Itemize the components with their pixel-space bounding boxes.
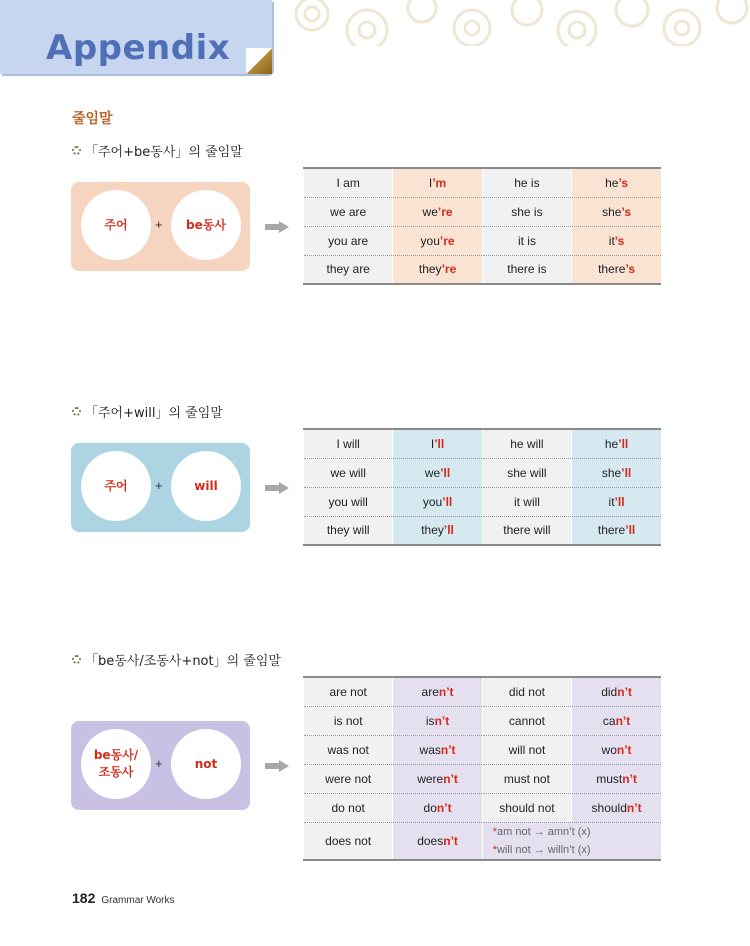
- formula-right-circle: not: [171, 729, 241, 799]
- contraction-base: did: [601, 684, 618, 699]
- subsection-heading-not: [72, 650, 281, 669]
- table-row: [304, 458, 662, 487]
- table-row: [304, 168, 662, 197]
- formula-left-circle: [81, 729, 151, 799]
- contraction-suffix: ’ll: [621, 465, 632, 480]
- subsection-heading-will: [72, 402, 223, 421]
- contraction-base: she: [602, 204, 622, 219]
- contraction-table-will: [303, 428, 661, 546]
- table-row: [304, 487, 662, 516]
- subsection-heading-text: 「주어+be동사」의 줄임말: [85, 145, 243, 160]
- gear-pattern-decoration: [272, 0, 750, 46]
- gear-bullet-icon: [72, 407, 81, 416]
- contraction-cell: [393, 255, 482, 284]
- contraction-base: you: [420, 233, 440, 248]
- subsection-heading-text: 「be동사/조동사+not」의 줄임말: [85, 654, 281, 669]
- full-form-cell: should not: [482, 793, 571, 822]
- full-form-cell: we are: [304, 197, 393, 226]
- formula-box-be: [71, 182, 250, 271]
- contraction-cell: [393, 822, 482, 860]
- formula-left-line1: be동사/: [93, 748, 139, 762]
- contraction-base: I: [430, 436, 435, 451]
- contraction-suffix: n’t: [622, 771, 637, 786]
- full-form-cell: I will: [304, 429, 393, 458]
- contraction-cell: [572, 255, 661, 284]
- contraction-suffix: n’t: [617, 684, 632, 699]
- formula-right-circle: be동사: [171, 190, 241, 260]
- table-row: [304, 822, 662, 860]
- contraction-cell: [572, 226, 661, 255]
- contraction-base: we: [422, 204, 438, 219]
- contraction-suffix: ’ll: [618, 436, 629, 451]
- contraction-cell: [572, 735, 661, 764]
- book-title: Grammar Works: [101, 895, 175, 906]
- contraction-suffix: ’s: [614, 233, 625, 248]
- contraction-suffix: ’ll: [442, 494, 453, 509]
- full-form-cell: cannot: [482, 706, 571, 735]
- arrow-right-icon: [265, 221, 289, 233]
- full-form-cell: we will: [304, 458, 393, 487]
- table-row: [304, 516, 662, 545]
- contraction-suffix: n’t: [443, 771, 458, 786]
- contraction-base: it: [608, 494, 615, 509]
- contraction-base: are: [421, 684, 439, 699]
- contraction-suffix: n’t: [436, 800, 452, 815]
- contraction-suffix: ’m: [432, 175, 447, 190]
- table-row: [304, 764, 662, 793]
- contraction-cell: [572, 487, 661, 516]
- contraction-cell: [393, 487, 482, 516]
- gear-bullet-icon: [72, 655, 81, 664]
- contraction-cell: [572, 516, 661, 545]
- note-star: *: [492, 825, 498, 838]
- arrow-right-icon: [265, 760, 289, 772]
- table-row: [304, 677, 662, 706]
- full-form-cell: are not: [304, 677, 393, 706]
- full-form-cell: you will: [304, 487, 393, 516]
- contraction-base: she: [601, 465, 622, 480]
- arrow-right-icon: [265, 482, 289, 494]
- contraction-cell: [393, 197, 482, 226]
- formula-plus: +: [155, 478, 163, 493]
- formula-right-circle: will: [171, 451, 241, 521]
- contraction-suffix: n’t: [440, 742, 456, 757]
- full-form-cell: were not: [304, 764, 393, 793]
- contraction-base: must: [596, 771, 623, 786]
- contraction-cell: [393, 516, 482, 545]
- contraction-base: ca: [602, 713, 616, 728]
- contraction-base: we: [424, 465, 441, 480]
- full-form-cell: did not: [482, 677, 571, 706]
- full-form-cell: do not: [304, 793, 393, 822]
- contraction-cell: [393, 226, 482, 255]
- contraction-cell: [393, 706, 482, 735]
- full-form-cell: was not: [304, 735, 393, 764]
- note-line: [493, 841, 661, 859]
- full-form-cell: they are: [304, 255, 393, 284]
- contraction-base: he: [605, 175, 619, 190]
- formula-box-not: [71, 721, 250, 810]
- contraction-base: do: [423, 800, 437, 815]
- page-footer: [72, 890, 175, 906]
- contraction-cell: [393, 458, 482, 487]
- contraction-cell: [393, 735, 482, 764]
- contraction-suffix: ’s: [625, 262, 636, 277]
- page-number: 182: [72, 890, 96, 906]
- contraction-base: they: [421, 523, 444, 538]
- contraction-cell: [572, 706, 661, 735]
- contraction-suffix: ’re: [437, 204, 453, 219]
- contraction-cell: [572, 458, 661, 487]
- contraction-table-not: [303, 676, 661, 861]
- formula-left-line2: 조동사: [98, 765, 134, 779]
- full-form-cell: does not: [304, 822, 393, 860]
- table-row: [304, 429, 662, 458]
- formula-left-circle: 주어: [81, 451, 151, 521]
- full-form-cell: there will: [482, 516, 571, 545]
- full-form-cell: they will: [304, 516, 393, 545]
- note-text: am not → amn’t (x): [497, 825, 591, 838]
- contraction-table-be: [303, 167, 661, 285]
- full-form-cell: she will: [482, 458, 571, 487]
- formula-plus: +: [155, 756, 163, 771]
- contraction-suffix: ’ll: [434, 436, 445, 451]
- contraction-suffix: n’t: [434, 713, 450, 728]
- contraction-suffix: ’re: [441, 262, 457, 277]
- contraction-base: wo: [601, 742, 617, 757]
- contraction-base: he: [604, 436, 619, 451]
- formula-plus: +: [155, 217, 163, 232]
- table-row: [304, 793, 662, 822]
- contraction-suffix: n’t: [616, 742, 632, 757]
- contraction-suffix: ’ll: [440, 465, 451, 480]
- contraction-suffix: n’t: [626, 800, 642, 815]
- full-form-cell: she is: [482, 197, 571, 226]
- contraction-base: should: [591, 800, 627, 815]
- full-form-cell: there is: [482, 255, 571, 284]
- contraction-suffix: n’t: [615, 713, 631, 728]
- contraction-cell: [572, 677, 661, 706]
- full-form-cell: it is: [482, 226, 571, 255]
- full-form-cell: you are: [304, 226, 393, 255]
- note-cell: [482, 822, 661, 860]
- section-title: 줄임말: [72, 111, 113, 127]
- table-row: [304, 706, 662, 735]
- contraction-cell: [393, 677, 482, 706]
- subsection-heading-be: [72, 141, 243, 160]
- subsection-heading-text: 「주어+will」의 줄임말: [85, 406, 223, 421]
- contraction-base: were: [417, 771, 444, 786]
- contraction-base: they: [418, 262, 442, 277]
- contraction-cell: [393, 764, 482, 793]
- contraction-cell: [572, 764, 661, 793]
- contraction-cell: [572, 793, 661, 822]
- table-row: [304, 255, 662, 284]
- contraction-suffix: ’ll: [443, 523, 454, 538]
- page-title: Appendix: [46, 28, 231, 68]
- note-star: *: [492, 843, 498, 856]
- note-text: will not → willn’t (x): [497, 843, 591, 856]
- note-line: [493, 823, 661, 841]
- contraction-base: I: [428, 175, 433, 190]
- contraction-cell: [393, 793, 482, 822]
- formula-left-circle: 주어: [81, 190, 151, 260]
- contraction-suffix: ’re: [439, 233, 455, 248]
- appendix-tab: [0, 0, 272, 74]
- contraction-base: you: [422, 494, 443, 509]
- contraction-suffix: ’ll: [614, 494, 625, 509]
- contraction-base: it: [608, 233, 615, 248]
- table-row: [304, 735, 662, 764]
- contraction-cell: [572, 168, 661, 197]
- page-fold-decoration: [246, 48, 272, 74]
- contraction-suffix: n’t: [438, 684, 454, 699]
- contraction-base: was: [419, 742, 441, 757]
- contraction-suffix: ’s: [621, 204, 632, 219]
- contraction-base: there: [598, 262, 626, 277]
- contraction-cell: [572, 197, 661, 226]
- gear-bullet-icon: [72, 146, 81, 155]
- contraction-cell: [393, 168, 482, 197]
- formula-box-will: [71, 443, 250, 532]
- full-form-cell: he is: [482, 168, 571, 197]
- full-form-cell: will not: [482, 735, 571, 764]
- full-form-cell: it will: [482, 487, 571, 516]
- full-form-cell: is not: [304, 706, 393, 735]
- full-form-cell: I am: [304, 168, 393, 197]
- full-form-cell: must not: [482, 764, 571, 793]
- contraction-base: does: [417, 833, 444, 848]
- contraction-suffix: n’t: [443, 833, 458, 848]
- contraction-suffix: ’s: [618, 175, 629, 190]
- contraction-cell: [393, 429, 482, 458]
- contraction-base: is: [425, 713, 435, 728]
- contraction-base: there: [597, 523, 626, 538]
- contraction-cell: [572, 429, 661, 458]
- contraction-suffix: ’ll: [625, 523, 636, 538]
- table-row: [304, 197, 662, 226]
- table-row: [304, 226, 662, 255]
- full-form-cell: he will: [482, 429, 571, 458]
